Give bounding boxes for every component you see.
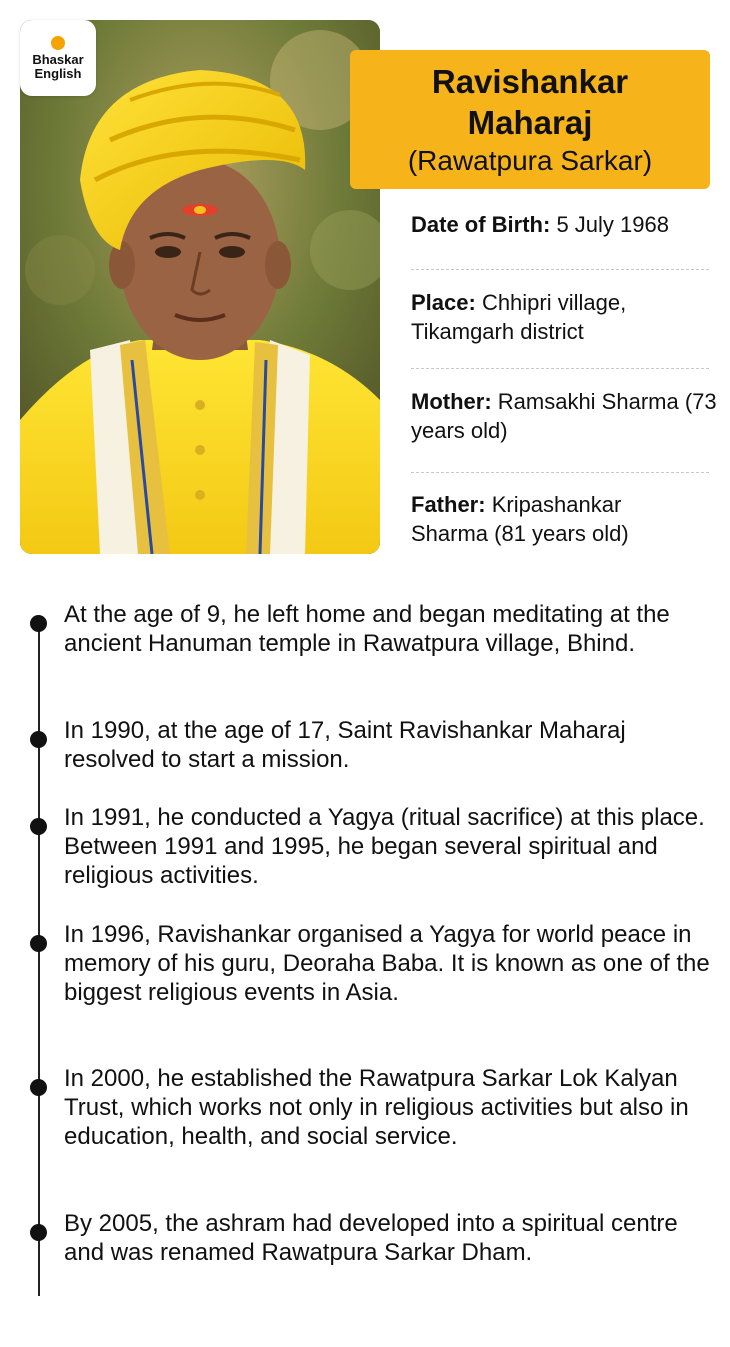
timeline-text: In 1991, he conducted a Yagya (ritual sacrifice) at this place. Between 1991 and 1995, he began several spiritual and religious activities.: [64, 804, 705, 889]
logo-line-2: English: [34, 65, 82, 81]
fact-label: Father:: [411, 492, 492, 517]
fact-divider: [411, 269, 709, 270]
fact-mother: [411, 387, 726, 445]
timeline-dot: [30, 731, 47, 748]
timeline-dot: [30, 818, 47, 835]
portrait-photo: [20, 20, 380, 554]
timeline-text: In 1996, Ravishankar organised a Yagya for world peace in memory of his guru, Deoraha Baba. It is known as one of the biggest religious events in Asia.: [64, 921, 710, 1006]
fact-value: Chhipri village, Tikamgarh district: [411, 290, 627, 344]
fact-place: [411, 288, 691, 346]
name-alias: (Rawatpura Sarkar): [407, 144, 653, 176]
timeline-text: In 1990, at the age of 17, Saint Ravishankar Maharaj resolved to start a mission.: [64, 717, 626, 773]
timeline-dot: [30, 1079, 47, 1096]
logo-line-1: Bhaskar: [32, 51, 84, 67]
fact-divider: [411, 368, 709, 369]
timeline-dot: [30, 935, 47, 952]
fact-value: Ramsakhi Sharma (73 years old): [411, 389, 717, 443]
brand-logo: [20, 20, 96, 96]
fact-label: Mother:: [411, 389, 498, 414]
portrait-illustration: [20, 20, 380, 554]
name-header: [350, 50, 710, 189]
timeline-text: By 2005, the ashram had developed into a spiritual centre and was renamed Rawatpura Sarkar Dham.: [64, 1210, 678, 1266]
fact-divider: [411, 472, 709, 473]
fact-value: Kripashankar Sharma (81 years old): [411, 492, 629, 546]
fact-label: Place:: [411, 290, 482, 315]
name-line-2: Maharaj: [467, 103, 593, 141]
fact-date-of-birth: [411, 210, 721, 239]
timeline-dot: [30, 615, 47, 632]
timeline-line: [38, 616, 40, 1296]
timeline-dot: [30, 1224, 47, 1241]
sun-icon: [51, 36, 65, 50]
timeline-text: In 2000, he established the Rawatpura Sarkar Lok Kalyan Trust, which works not only in religious activities but also in education, health, and social service.: [64, 1065, 689, 1150]
timeline-text: At the age of 9, he left home and began meditating at the ancient Hanuman temple in Rawatpura village, Bhind.: [64, 601, 670, 657]
fact-value: 5 July 1968: [556, 212, 669, 237]
fact-father: [411, 490, 701, 548]
fact-label: Date of Birth:: [411, 212, 557, 237]
name-line-1: Ravishankar: [431, 62, 629, 100]
